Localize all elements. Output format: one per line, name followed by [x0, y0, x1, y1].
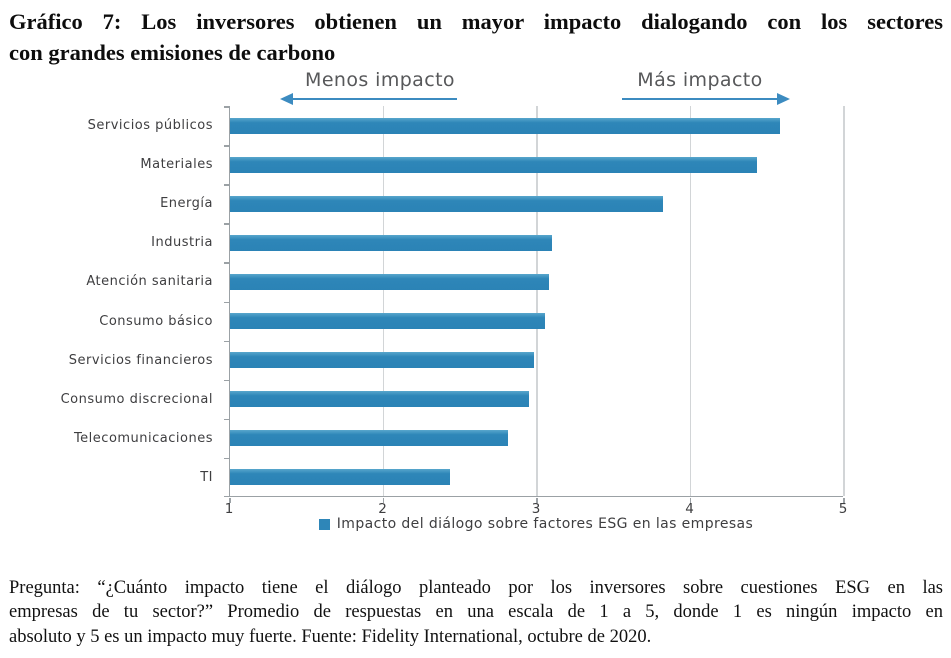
gridline-5	[843, 106, 845, 496]
bar	[230, 391, 529, 407]
right-arrow-line	[622, 98, 778, 100]
figure-title-line2: con grandes emisiones de carbono	[9, 40, 336, 65]
y-axis-tick	[224, 302, 230, 304]
figure-title-line1: Gráfico 7: Los inversores obtienen un mayor impacto dialogando con los sectores	[9, 9, 943, 34]
category-label: Energía	[160, 196, 213, 212]
bar	[230, 196, 663, 212]
category-label: Consumo básico	[99, 313, 213, 329]
less-impact-label: Menos impacto	[305, 69, 455, 91]
y-axis-tick	[224, 419, 230, 421]
x-axis-label: 2	[378, 501, 387, 517]
figure-title	[9, 6, 943, 68]
x-axis-label: 3	[531, 501, 541, 517]
more-impact-label: Más impacto	[637, 69, 763, 91]
category-label: Industria	[151, 235, 213, 251]
footnote-line2: empresas de tu sector?” Promedio de respuestas en una escala de 1 a 5, donde 1 es ningún impacto en	[9, 602, 943, 623]
x-axis-label: 4	[685, 501, 694, 517]
y-axis-tick	[224, 262, 230, 264]
bar	[230, 352, 534, 368]
category-label: Servicios financieros	[68, 352, 213, 368]
category-label: Materiales	[140, 157, 213, 173]
right-arrow-icon	[777, 93, 790, 105]
bar	[230, 430, 508, 446]
y-axis-tick	[224, 380, 230, 382]
left-arrow-icon	[280, 93, 293, 105]
category-label: Servicios públicos	[87, 118, 213, 134]
y-axis-tick	[224, 223, 230, 225]
bar	[230, 313, 545, 329]
bar	[230, 157, 757, 173]
legend-label: Impacto del diálogo sobre factores ESG en las empresas	[336, 516, 754, 532]
x-axis-label: 5	[838, 501, 848, 517]
y-axis-tick	[224, 106, 230, 108]
y-axis-tick	[224, 184, 230, 186]
plot-area	[229, 106, 843, 497]
bar	[230, 274, 549, 290]
legend-swatch-icon	[319, 519, 330, 530]
bar	[230, 235, 552, 251]
y-axis-tick	[224, 458, 230, 460]
category-label: Telecomunicaciones	[73, 430, 213, 446]
category-label: Consumo discrecional	[60, 391, 213, 407]
y-axis-tick	[224, 341, 230, 343]
footnote-line3: absoluto y 5 es un impacto muy fuerte. Fuente: Fidelity International, octubre de 2020.	[9, 626, 652, 647]
category-label: TI	[200, 469, 213, 485]
footnote	[9, 576, 943, 649]
legend	[229, 516, 843, 532]
x-axis-label: 1	[224, 501, 234, 517]
y-axis-tick	[224, 145, 230, 147]
bar	[230, 469, 450, 485]
footnote-line1: Pregunta: “¿Cuánto impacto tiene el diálogo planteado por los inversores sobre cuestiones ESG en las	[9, 578, 943, 598]
category-label: Atención sanitaria	[86, 274, 213, 290]
bar	[230, 118, 780, 134]
left-arrow-line	[288, 98, 457, 100]
